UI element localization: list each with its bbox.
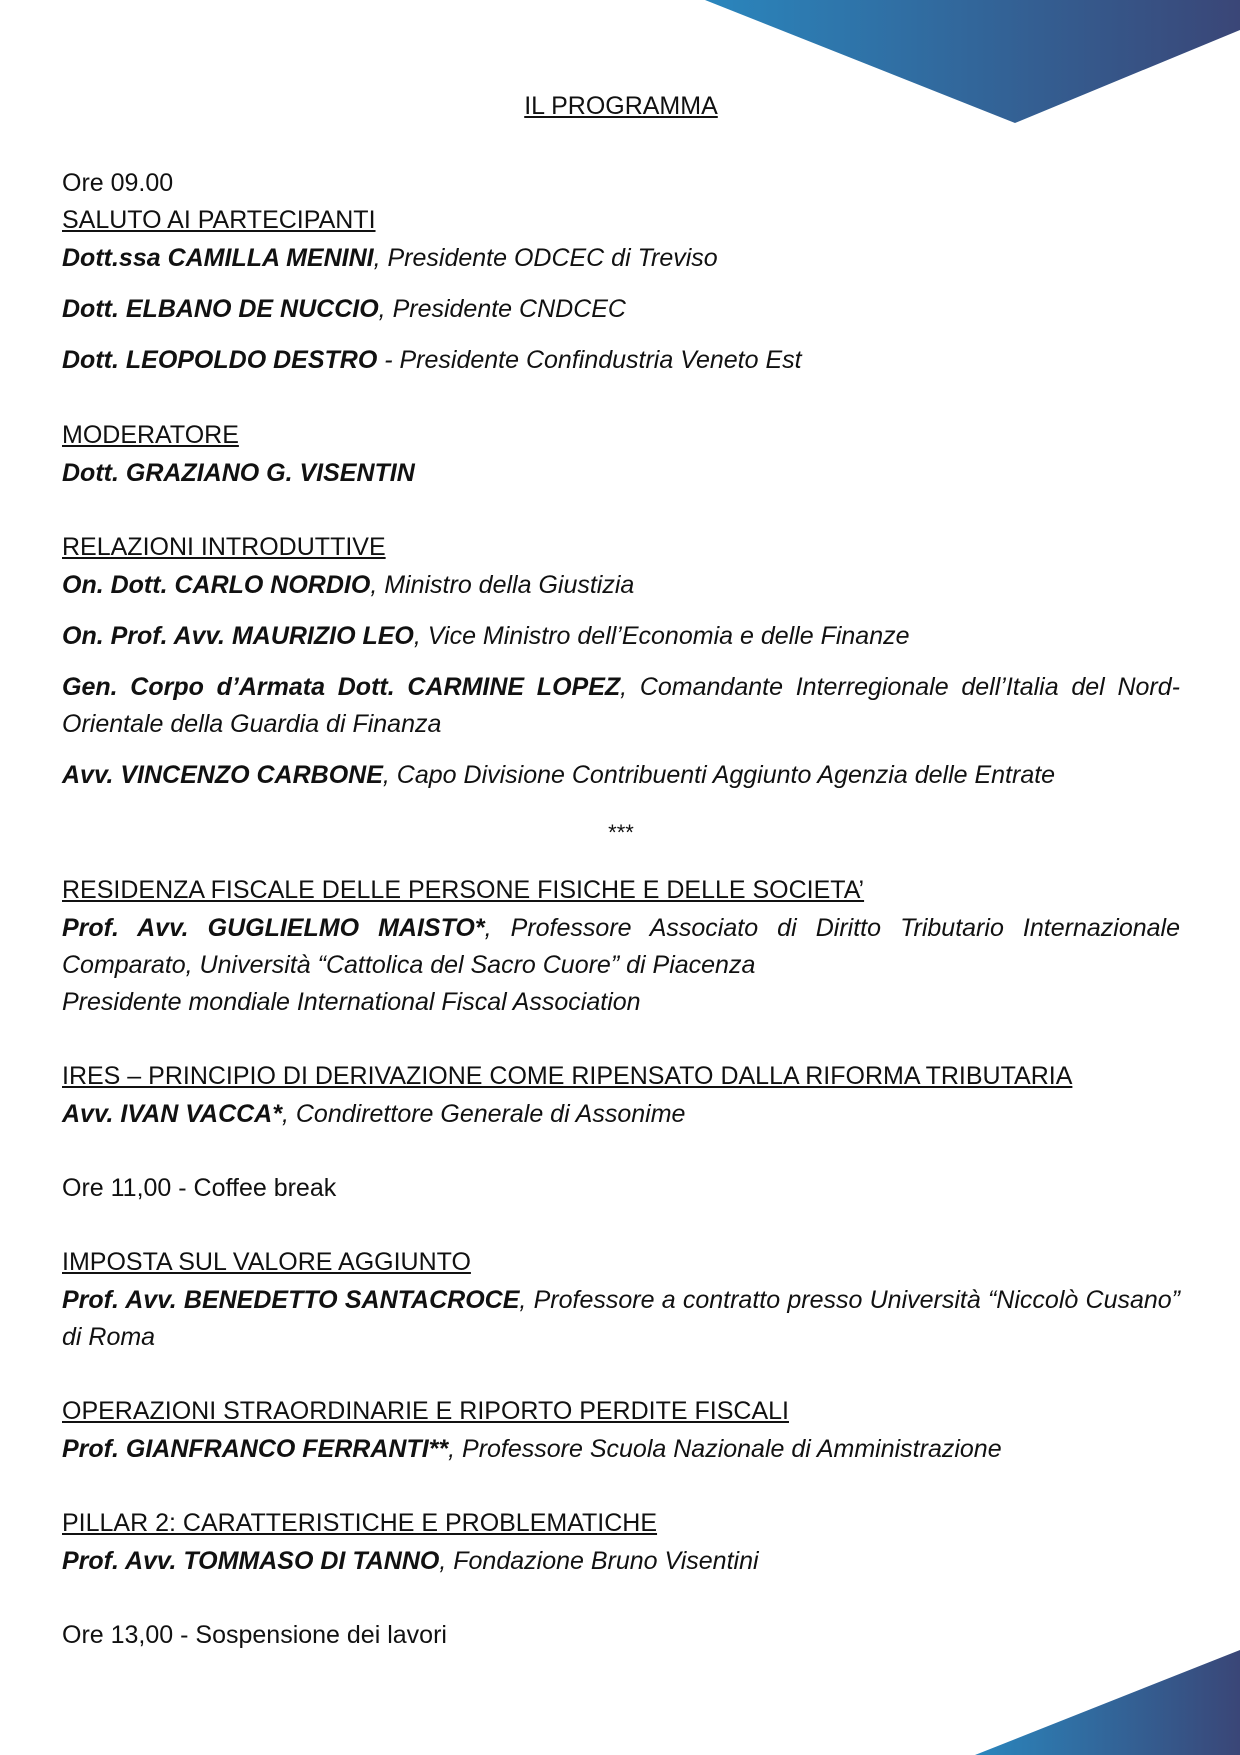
separator-text: , <box>439 1547 454 1575</box>
speaker-name: Dott. LEOPOLDO DESTRO <box>62 346 378 374</box>
speaker-name: On. Dott. CARLO NORDIO <box>62 571 371 599</box>
speaker-name: Gen. Corpo d’Armata Dott. CARMINE LOPEZ <box>62 673 621 701</box>
coffee-break: Ore 11,00 - Coffee break <box>62 1174 337 1202</box>
speaker-role: Capo Divisione Contribuenti Aggiunto Agenzia delle Entrate <box>396 761 1056 789</box>
session-speaker <box>62 1431 1180 1468</box>
speaker-role: Ministro della Giustizia <box>384 571 635 599</box>
separator-text: , <box>281 1100 296 1128</box>
speaker-role: Condirettore Generale di Assonime <box>295 1100 686 1128</box>
page-title: IL PROGRAMMA <box>524 92 718 120</box>
separator-text: , <box>373 244 388 272</box>
separator-text: , <box>448 1435 463 1463</box>
speaker-role: Vice Ministro dell’Economia e delle Finanze <box>427 622 910 650</box>
speaker-line <box>62 757 1180 794</box>
session-heading: RESIDENZA FISCALE DELLE PERSONE FISICHE E DELLE SOCIETA’ <box>62 876 865 904</box>
speaker-name: Avv. IVAN VACCA* <box>62 1100 282 1128</box>
speaker-role: Presidente ODCEC di Treviso <box>387 244 718 272</box>
speaker-name: On. Prof. Avv. MAURIZIO LEO <box>62 622 414 650</box>
session-speaker <box>62 910 1180 984</box>
speaker-line <box>62 618 1180 655</box>
session-heading: OPERAZIONI STRAORDINARIE E RIPORTO PERDITE FISCALI <box>62 1397 789 1425</box>
separator-text: , <box>620 673 640 701</box>
separator-text: , <box>519 1286 534 1314</box>
separator-text: , <box>382 761 397 789</box>
separator-text: , <box>370 571 385 599</box>
session-end: Ore 13,00 - Sospensione dei lavori <box>62 1621 447 1649</box>
speaker-line <box>62 669 1180 743</box>
speaker-line <box>62 240 1180 277</box>
session-speaker <box>62 1543 1180 1580</box>
session-heading: IRES – PRINCIPIO DI DERIVAZIONE COME RIPENSATO DALLA RIFORMA TRIBUTARIA <box>62 1062 1073 1090</box>
speaker-role: Presidente CNDCEC <box>392 295 626 323</box>
session-heading: IMPOSTA SUL VALORE AGGIUNTO <box>62 1248 471 1276</box>
separator-text: , <box>378 295 393 323</box>
speaker-role: Professore Scuola Nazionale di Amministrazione <box>462 1435 1002 1463</box>
speaker-name: Prof. Avv. TOMMASO DI TANNO <box>62 1547 440 1575</box>
session-speaker <box>62 1282 1180 1356</box>
moderator-name: Dott. GRAZIANO G. VISENTIN <box>62 459 415 487</box>
speaker-role: Professore a contratto presso Università “Niccolò Cusano” di Roma <box>62 1286 1181 1351</box>
separator-text: , <box>413 622 428 650</box>
speaker-role: Professore Associato di Diritto Tributario Internazionale Comparato, Università “Cattolica del Sacro Cuore” di Piacenza <box>62 914 1180 979</box>
speaker-name: Avv. VINCENZO CARBONE <box>62 761 383 789</box>
separator-text: - <box>377 346 400 374</box>
speaker-name: Dott.ssa CAMILLA MENINI <box>62 244 374 272</box>
speaker-role: Comandante Interregionale dell’Italia del Nord-Orientale della Guardia di Finanza <box>62 673 1180 738</box>
speaker-name: Dott. ELBANO DE NUCCIO <box>62 295 379 323</box>
speaker-name: Prof. Avv. GUGLIELMO MAISTO* <box>62 914 485 942</box>
opening-heading: SALUTO AI PARTECIPANTI <box>62 206 376 234</box>
moderator-heading: MODERATORE <box>62 421 239 449</box>
speaker-role: Presidente Confindustria Veneto Est <box>399 346 802 374</box>
speaker-name: Prof. Avv. BENEDETTO SANTACROCE <box>62 1286 520 1314</box>
separator-text: , <box>484 914 511 942</box>
session-heading: PILLAR 2: CARATTERISTICHE E PROBLEMATICHE <box>62 1509 658 1537</box>
speaker-line <box>62 567 1180 604</box>
intro-heading: RELAZIONI INTRODUTTIVE <box>62 533 386 561</box>
session-speaker <box>62 1096 1180 1133</box>
opening-time: Ore 09.00 <box>62 169 174 197</box>
speaker-role: Fondazione Bruno Visentini <box>453 1547 759 1575</box>
speaker-line <box>62 342 1180 379</box>
speaker-line <box>62 291 1180 328</box>
speaker-extra-role: Presidente mondiale International Fiscal Association <box>62 988 641 1016</box>
section-separator: *** <box>608 820 634 845</box>
speaker-name: Prof. GIANFRANCO FERRANTI** <box>62 1435 449 1463</box>
